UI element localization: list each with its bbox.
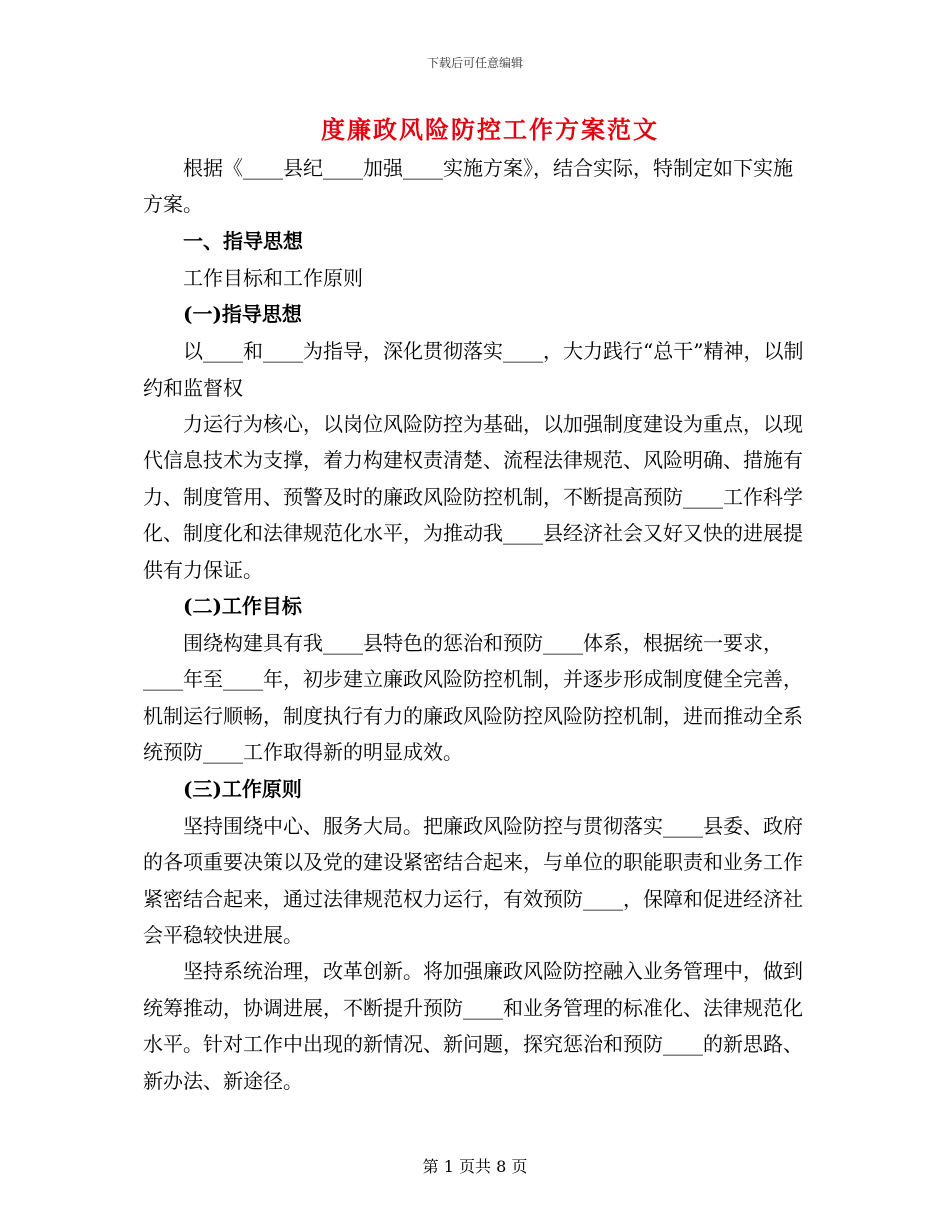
- paragraph-work-goals: 围绕构建具有我____县特色的惩治和预防____体系，根据统一要求，____年至____年，初步建立廉政风险防控机制，并逐步形成制度健全完善，机制运行顺畅，制度执行有力的廉政风险防控风险防控机制，进而推动全系统预防____工作取得新的明显成效。: [143, 631, 803, 765]
- paragraph-intro: 根据《____县纪____加强____实施方案》，结合实际，特制定如下实施方案。: [143, 156, 793, 217]
- heading-sub-guiding-ideology: (一)指导思想: [183, 302, 302, 327]
- heading-work-principles: (三)工作原则: [183, 776, 302, 801]
- paragraph-goals-principles: 工作目标和工作原则: [183, 265, 363, 290]
- document-body: [143, 150, 808, 1099]
- heading-guiding-ideology: 一、指导思想: [183, 228, 303, 253]
- heading-work-goals: (二)工作目标: [183, 594, 302, 619]
- paragraph-principle-2: 坚持系统治理，改革创新。将加强廉政风险防控融入业务管理中，做到统筹推动，协调进展，不断提升预防____和业务管理的标准化、法律规范化水平。针对工作中出现的新情况、新问题，探究惩治和预防____的新思路、新办法、新途径。: [143, 959, 803, 1093]
- page-number: 第 1 页共 8 页: [422, 1157, 528, 1176]
- paragraph-guiding-1: 以____和____为指导，深化贯彻落实____，大力践行“总干”精神，以制约和监督权: [143, 339, 804, 400]
- document-title: 度廉政风险防控工作方案范文: [321, 115, 659, 144]
- header-note: 下载后可任意编辑: [426, 56, 523, 70]
- paragraph-guiding-2: 力运行为核心，以岗位风险防控为基础，以加强制度建设为重点，以现代信息技术为支撑，着力构建权责清楚、流程法律规范、风险明确、措施有力、制度管用、预警及时的廉政风险防控机制，不断提高预防____工作科学化、制度化和法律规范化水平，为推动我____县经济社会又好又快的进展提供有力保证。: [143, 412, 803, 582]
- paragraph-principle-1: 坚持围绕中心、服务大局。把廉政风险防控与贯彻落实____县委、政府的各项重要决策以及党的建设紧密结合起来，与单位的职能职责和业务工作紧密结合起来，通过法律规范权力运行，有效预防____，保障和促进经济社会平稳较快进展。: [143, 813, 803, 947]
